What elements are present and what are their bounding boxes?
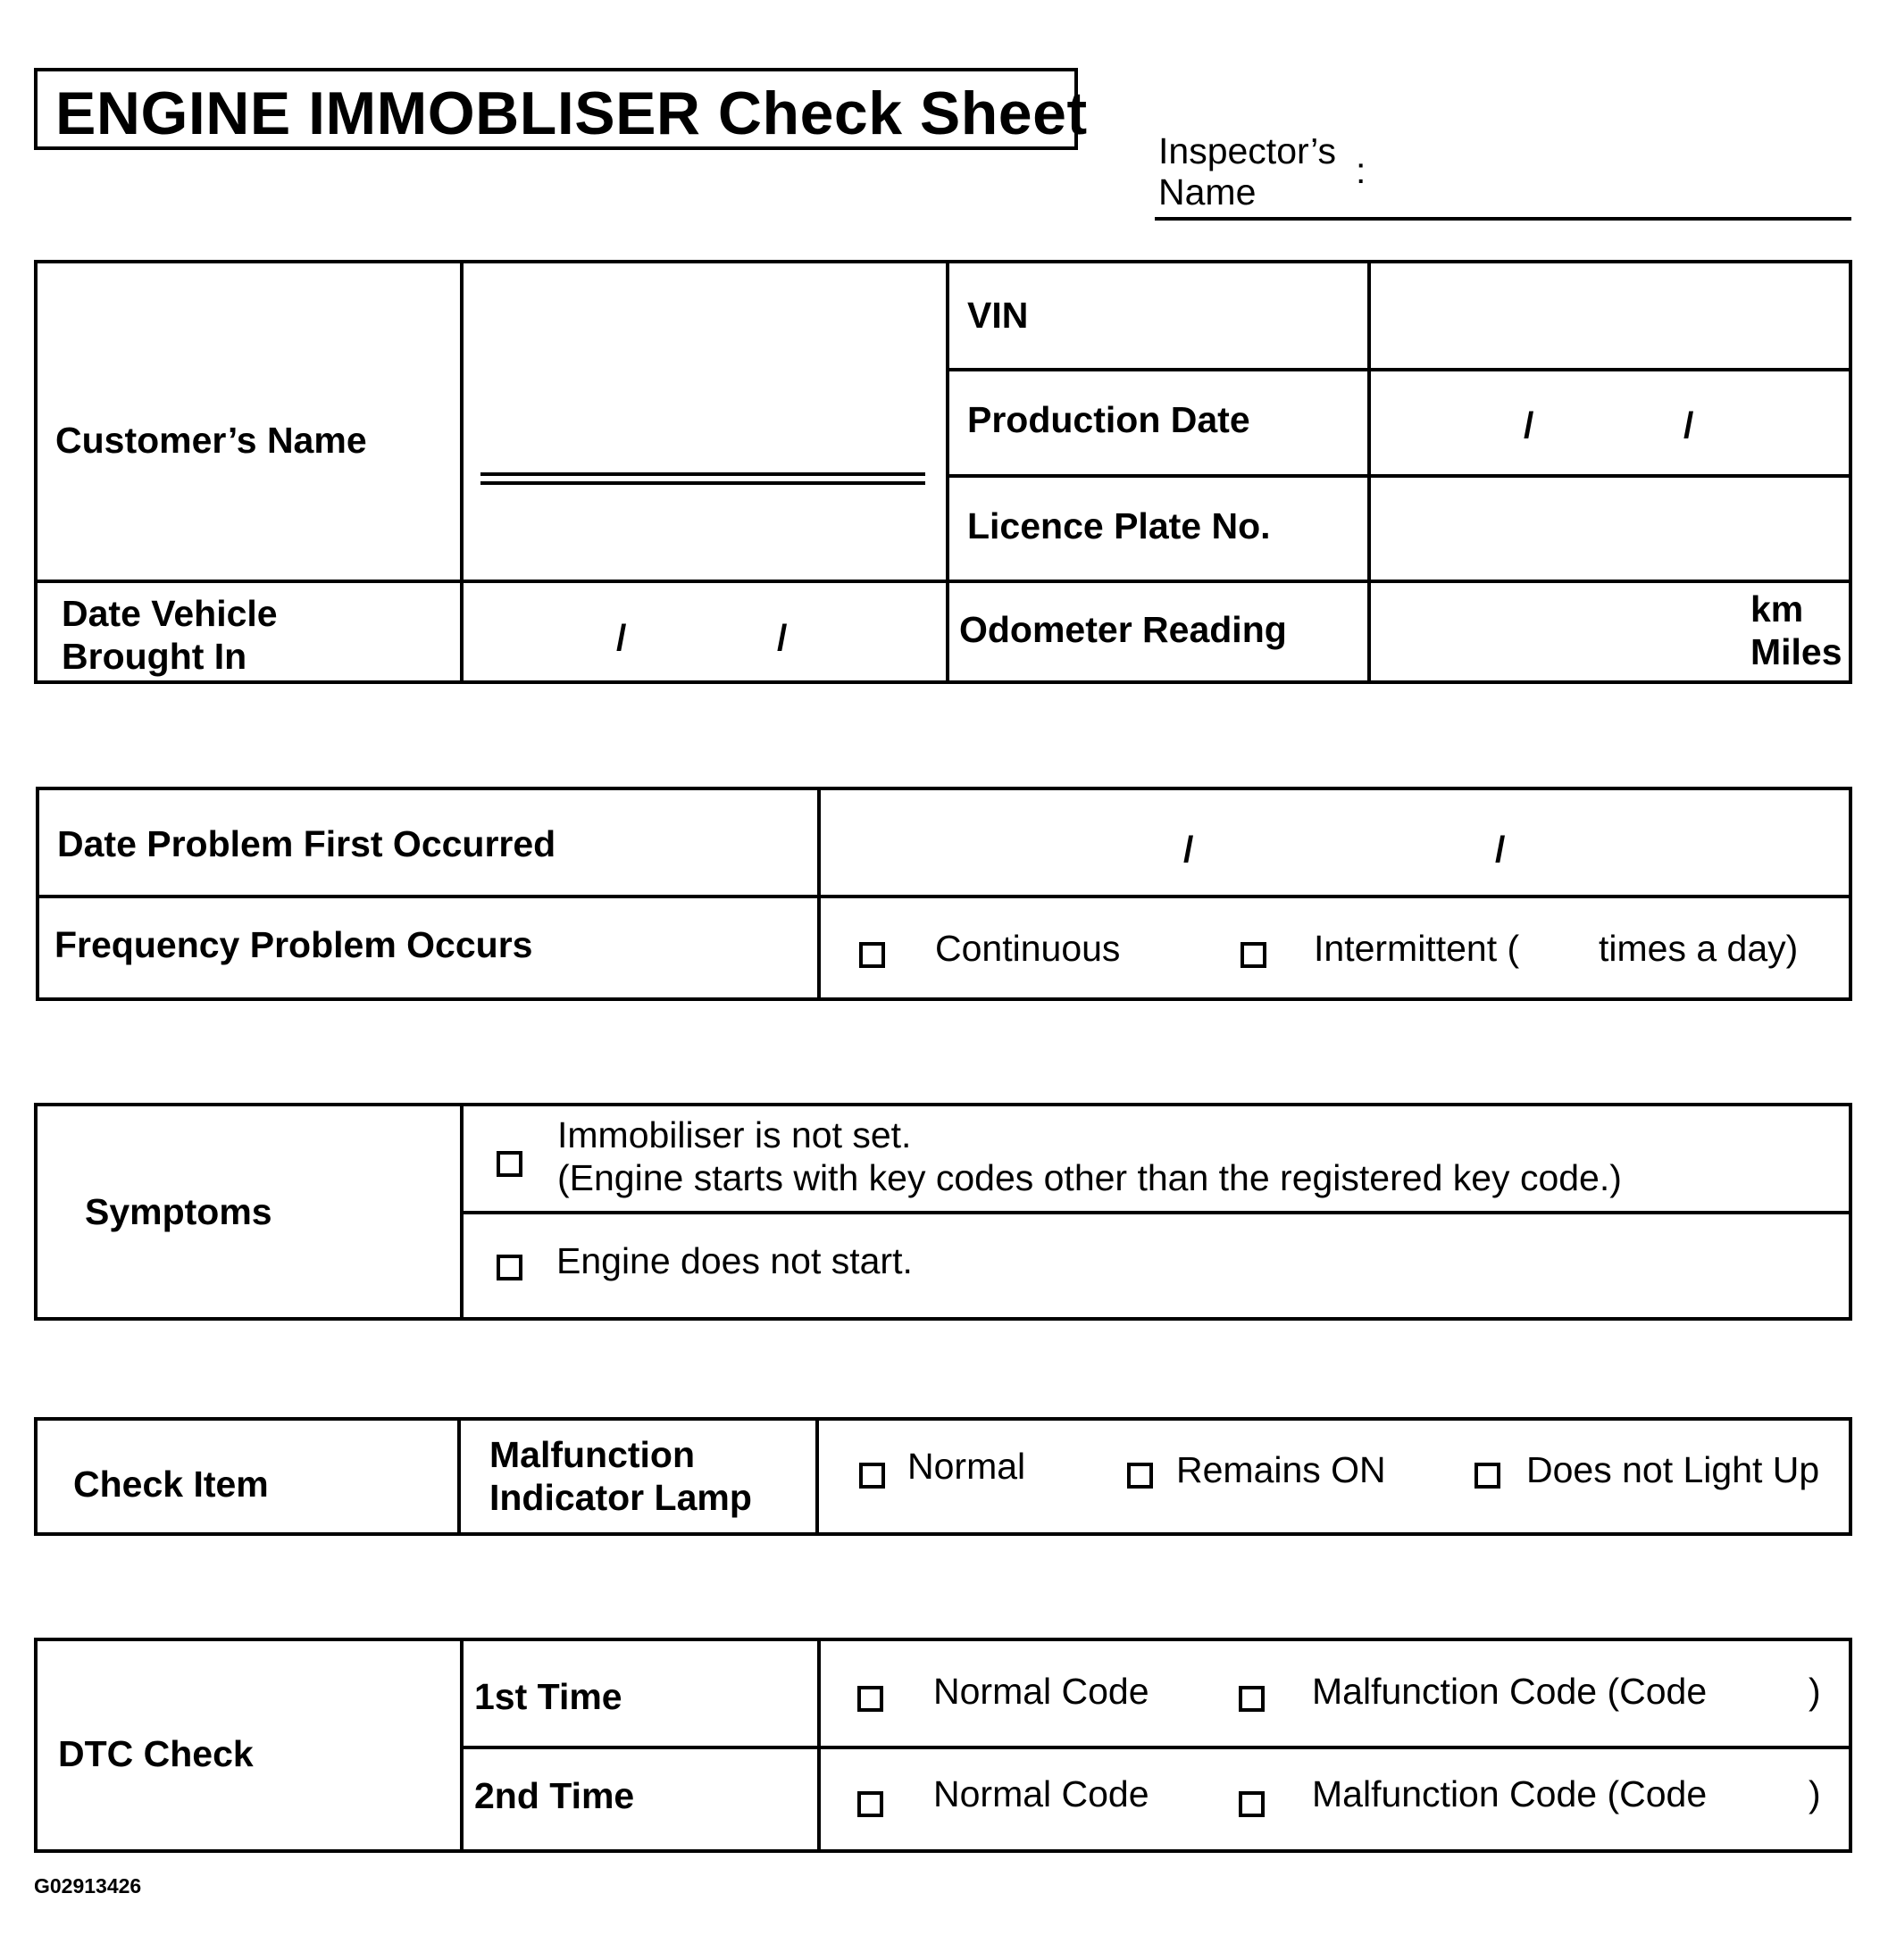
vin-field[interactable] xyxy=(1371,263,1852,367)
odometer-label: Odometer Reading xyxy=(959,609,1287,650)
licence-plate-label: Licence Plate No. xyxy=(967,505,1271,546)
vin-label: VIN xyxy=(967,295,1029,336)
customer-name-field[interactable] xyxy=(480,481,925,485)
dtc-first-normal-label: Normal Code xyxy=(933,1671,1149,1712)
dtc-second-malfunction-label: Malfunction Code (Code xyxy=(1312,1773,1708,1814)
production-date-separator: / xyxy=(1524,405,1534,446)
date-brought-in-separator: / xyxy=(616,617,627,658)
vehicle-info-table xyxy=(34,260,1852,684)
frequency-label: Frequency Problem Occurs xyxy=(54,924,533,965)
symptom-immobiliser-not-set-detail: (Engine starts with key codes other than the registered key code.) xyxy=(557,1157,1622,1198)
continuous-checkbox[interactable] xyxy=(859,942,885,968)
mil-remains-on-label: Remains ON xyxy=(1176,1449,1386,1490)
continuous-label: Continuous xyxy=(935,928,1121,969)
symptom-engine-not-start-label: Engine does not start. xyxy=(556,1240,913,1281)
licence-plate-field[interactable] xyxy=(1371,478,1852,578)
inspector-label-line2: Name xyxy=(1158,171,1257,213)
check-item-label: Check Item xyxy=(73,1464,269,1505)
symptoms-label: Symptoms xyxy=(85,1191,272,1232)
symptoms-table xyxy=(34,1103,1852,1321)
dtc-first-normal-checkbox[interactable] xyxy=(857,1686,883,1712)
dtc-second-normal-label: Normal Code xyxy=(933,1773,1149,1814)
check-item-table xyxy=(34,1417,1852,1536)
dtc-second-malfunction-checkbox[interactable] xyxy=(1239,1791,1265,1817)
symptom-engine-not-start-checkbox[interactable] xyxy=(497,1255,522,1280)
odometer-unit-miles: Miles xyxy=(1750,631,1842,672)
dtc-first-malfunction-checkbox[interactable] xyxy=(1239,1686,1265,1712)
problem-occurrence-table xyxy=(36,787,1852,1001)
mil-remains-on-checkbox[interactable] xyxy=(1127,1463,1153,1489)
customer-name-label: Customer’s Name xyxy=(55,420,367,461)
dtc-first-close-paren: ) xyxy=(1809,1671,1821,1712)
date-first-occurred-separator: / xyxy=(1183,829,1194,870)
times-a-day-label: times a day) xyxy=(1599,928,1799,969)
date-first-occurred-label: Date Problem First Occurred xyxy=(57,823,556,864)
production-date-separator: / xyxy=(1683,405,1694,446)
intermittent-checkbox[interactable] xyxy=(1241,942,1266,968)
inspector-colon: : xyxy=(1356,150,1366,191)
figure-code: G02913426 xyxy=(34,1874,142,1897)
mil-normal-checkbox[interactable] xyxy=(859,1463,885,1489)
inspector-name-field[interactable] xyxy=(1155,217,1851,221)
odometer-unit-km: km xyxy=(1750,588,1804,630)
dtc-check-label: DTC Check xyxy=(58,1733,254,1774)
mil-label: Malfunction xyxy=(489,1434,696,1475)
dtc-first-malfunction-label: Malfunction Code (Code xyxy=(1312,1671,1708,1712)
dtc-check-table xyxy=(34,1638,1852,1853)
mil-normal-label: Normal xyxy=(907,1446,1026,1487)
mil-does-not-light-label: Does not Light Up xyxy=(1526,1449,1820,1490)
page-title: ENGINE IMMOBLISER Check Sheet xyxy=(55,79,1088,147)
date-brought-in-separator: / xyxy=(777,617,788,658)
inspector-label-line1: Inspector’s xyxy=(1158,130,1337,171)
symptom-immobiliser-not-set-checkbox[interactable] xyxy=(497,1151,522,1177)
mil-label: Indicator Lamp xyxy=(489,1477,752,1518)
mil-does-not-light-checkbox[interactable] xyxy=(1474,1463,1500,1489)
intermittent-label: Intermittent ( xyxy=(1314,928,1520,969)
dtc-second-close-paren: ) xyxy=(1809,1773,1821,1814)
dtc-first-time-label: 1st Time xyxy=(474,1676,622,1717)
symptom-immobiliser-not-set-label: Immobiliser is not set. xyxy=(557,1114,912,1155)
date-first-occurred-separator: / xyxy=(1495,829,1506,870)
date-brought-in-label: Brought In xyxy=(62,636,247,677)
date-brought-in-label: Date Vehicle xyxy=(62,593,278,634)
title-box xyxy=(34,68,1088,150)
dtc-second-normal-checkbox[interactable] xyxy=(857,1791,883,1817)
production-date-label: Production Date xyxy=(967,399,1250,440)
dtc-second-time-label: 2nd Time xyxy=(474,1775,635,1816)
